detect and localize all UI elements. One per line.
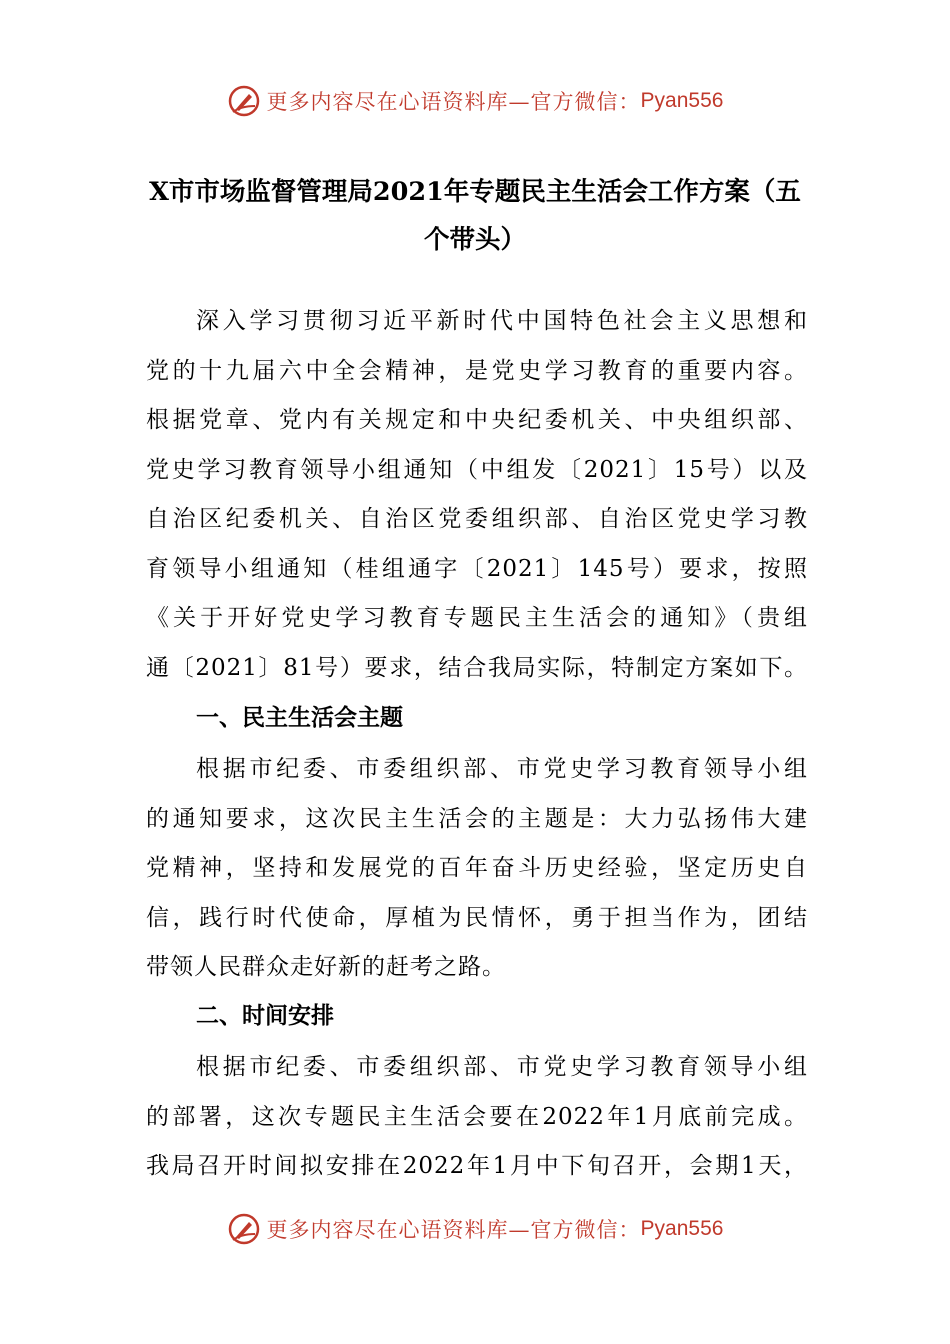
title-line-2: 个带头） (423, 225, 526, 255)
section2-line: 根据市纪委、市委组织部、市党史学习教育领导小组 (196, 1054, 808, 1080)
section1-line: 带领人民群众走好新的赶考之路。 (146, 954, 506, 980)
watermark-header (0, 84, 950, 118)
watermark-text: 更多内容尽在心语资料库—官方微信： (266, 1218, 641, 1242)
section1-line: 党精神，坚持和发展党的百年奋斗历史经验，坚定历史自 (146, 855, 808, 881)
section1-paragraph (146, 745, 808, 993)
watermark-text: 更多内容尽在心语资料库—官方微信： (266, 90, 641, 114)
watermark-handle: Pyan556 (640, 1217, 724, 1240)
intro-line: 育领导小组通知（桂组通字〔2021〕145号）要求，按照 (146, 555, 808, 582)
section1-line: 的通知要求，这次民主生活会的主题是：大力弘扬伟大建 (146, 805, 808, 832)
intro-line: 自治区纪委机关、自治区党委组织部、自治区党史学习教 (146, 506, 808, 532)
watermark-footer (0, 1212, 950, 1246)
title-line-1: X市市场监督管理局2021年专题民主生活会工作方案（五 (149, 177, 801, 207)
document-title (130, 168, 820, 264)
section1-line: 信，践行时代使命，厚植为民情怀，勇于担当作为，团结 (146, 904, 808, 931)
intro-line: 深入学习贯彻习近平新时代中国特色社会主义思想和 (196, 308, 808, 334)
intro-line: 党史学习教育领导小组通知（中组发〔2021〕15号）以及 (146, 456, 808, 483)
pen-logo-icon (227, 84, 261, 118)
watermark-handle: Pyan556 (640, 89, 724, 112)
section2-line: 我局召开时间拟安排在2022年1月中下旬召开，会期1天， (146, 1153, 808, 1179)
section-heading-2: 二、时间安排 (196, 1003, 334, 1029)
section2-paragraph (146, 1043, 808, 1192)
intro-line: 《关于开好党史学习教育专题民主生活会的通知》（贵组 (146, 605, 808, 631)
pen-logo-icon (227, 1212, 261, 1246)
section1-line: 根据市纪委、市委组织部、市党史学习教育领导小组 (196, 756, 808, 782)
intro-line: 党的十九届六中全会精神，是党史学习教育的重要内容。 (146, 357, 808, 384)
section2-line: 的部署，这次专题民主生活会要在2022年1月底前完成。 (146, 1103, 808, 1130)
intro-line: 根据党章、党内有关规定和中央纪委机关、中央组织部、 (146, 407, 808, 433)
intro-line: 通〔2021〕81号）要求，结合我局实际，特制定方案如下。 (146, 654, 808, 681)
intro-paragraph (146, 297, 808, 693)
section-heading-1: 一、民主生活会主题 (196, 705, 403, 731)
